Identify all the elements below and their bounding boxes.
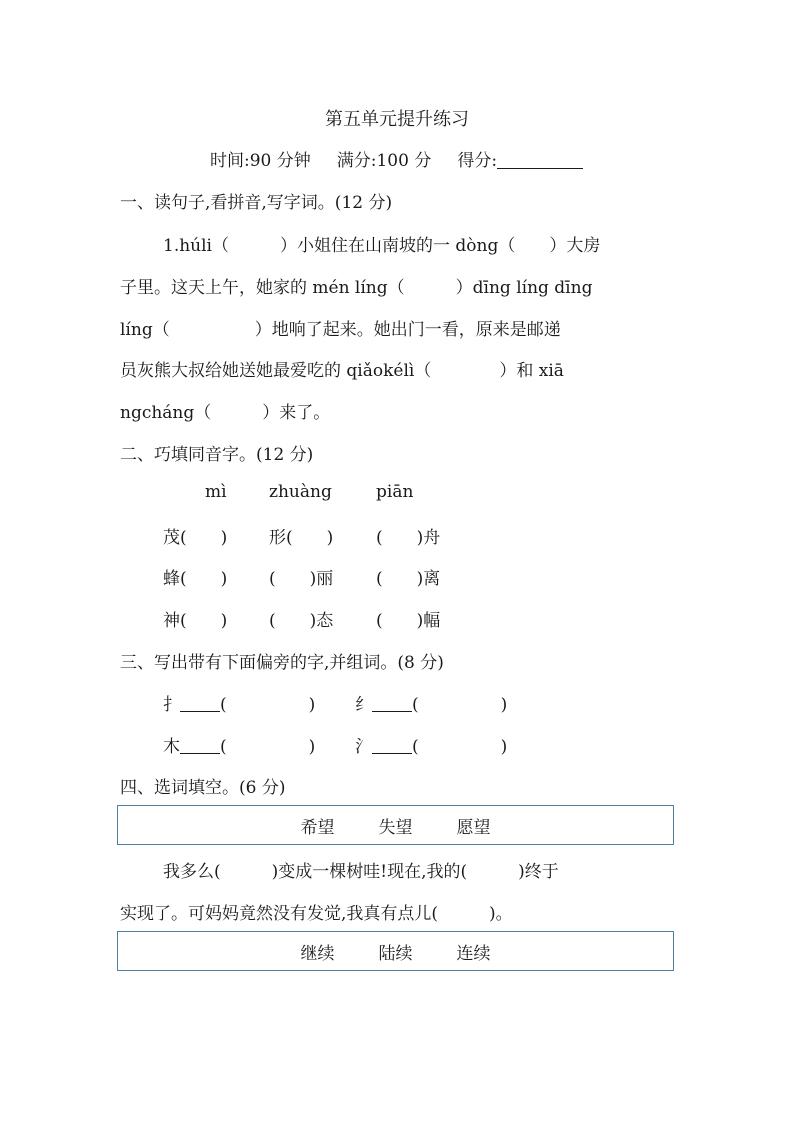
word-option: 愿望 (456, 817, 491, 838)
section-1-line: 子里。这天上午，她家的 mén líng（ ）dīng líng dīng (120, 278, 593, 298)
char-blank[interactable] (372, 696, 412, 712)
homophone-cell: ( )幅 (376, 611, 441, 631)
section-4-heading: 四、选词填空。(6 分) (120, 778, 286, 798)
homophone-cell: 蜂( ) (163, 569, 228, 589)
char-blank[interactable] (180, 738, 220, 754)
homophone-cell: 形( ) (269, 528, 334, 548)
page-title: 第五单元提升练习 (325, 109, 469, 130)
homophone-cell: ( )丽 (269, 569, 334, 589)
score-blank[interactable] (497, 151, 583, 169)
word-bank-2 (117, 931, 674, 971)
section-3-heading: 三、写出带有下面偏旁的字,并组词。(8 分) (120, 653, 444, 673)
section-1-line: ngcháng（ ）来了。 (120, 403, 331, 423)
radical-si: 纟 (355, 695, 372, 715)
word-option: 失望 (378, 817, 413, 838)
char-blank[interactable] (372, 738, 412, 754)
section-4-line: 我多么( )变成一棵树哇!现在,我的( )终于 (163, 862, 559, 882)
homophone-cell: 神( ) (163, 611, 228, 631)
word-option: 希望 (300, 817, 335, 838)
section-1-line: líng（ ）地响了起来。她出门一看，原来是邮递 (120, 320, 561, 340)
full-score: 满分:100 分 (336, 151, 432, 171)
char-blank[interactable] (180, 696, 220, 712)
radical-shou: 扌 (163, 695, 180, 715)
radical-mu: 木 (163, 737, 180, 757)
word-bank-1 (117, 805, 674, 845)
radical-item: 木 ( ) (163, 737, 316, 757)
time-limit: 时间:90 分钟 (210, 151, 311, 171)
radical-item: 纟 ( ) (355, 695, 508, 715)
homophone-cell: ( )态 (269, 611, 334, 631)
section-1-line: 1.húli（ ）小姐住在山南坡的一 dòng（ ）大房 (163, 236, 601, 256)
pinyin-mi: mì (205, 482, 227, 502)
radical-item: 扌 ( ) (163, 695, 316, 715)
section-1-heading: 一、读句子,看拼音,写字词。(12 分) (120, 193, 393, 213)
section-4-line: 实现了。可妈妈竟然没有发觉,我真有点儿( )。 (120, 904, 513, 924)
word-option: 连续 (456, 943, 491, 964)
homophone-cell: ( )离 (376, 569, 441, 589)
pinyin-zhuang: zhuàng (269, 482, 332, 502)
homophone-cell: 茂( ) (163, 528, 228, 548)
radical-shui: 氵 (355, 737, 372, 757)
score-label: 得分: (457, 151, 498, 171)
word-option: 陆续 (378, 943, 413, 964)
word-option: 继续 (300, 943, 335, 964)
homophone-cell: ( )舟 (376, 528, 441, 548)
section-1-line: 员灰熊大叔给她送她最爱吃的 qiǎokélì（ ）和 xiā (120, 361, 564, 381)
section-2-heading: 二、巧填同音字。(12 分) (120, 445, 314, 465)
pinyin-pian: piān (376, 482, 414, 502)
radical-item: 氵 ( ) (355, 737, 508, 757)
exam-meta (210, 146, 583, 171)
